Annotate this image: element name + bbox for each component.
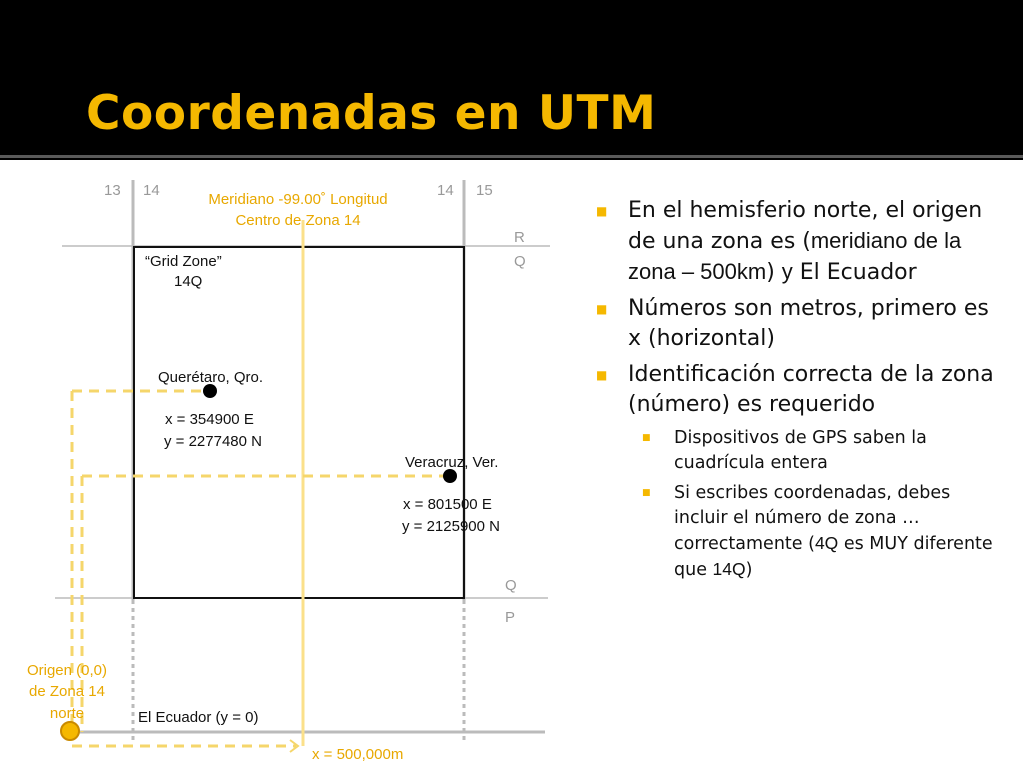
zone-label-14-right: 14 [437,182,454,199]
zone-label-13: 13 [104,182,121,199]
bullet-marker-icon: ■ [596,368,608,382]
subbullet-coordinates-text-e: ) [745,560,753,580]
veracruz-point [443,469,457,483]
bullet-origin [596,196,996,288]
subbullet-marker-icon: ■ [642,488,651,498]
title-divider [0,155,1023,158]
bullet-marker-icon: ■ [596,302,608,316]
queretaro-y: y = 2277480 N [164,433,262,450]
bullet-origin-text-a: En el hemisferio norte, el origen de una zona es ( [628,198,983,254]
bullet-zone-id-text: Identificación correcta de la zona (número) es requerido [628,362,994,417]
grid-zone-label-line1: “Grid Zone” [145,253,222,270]
grid-zone-label-line2: 14Q [174,273,203,290]
band-label-q-top: Q [514,253,526,270]
bullet-origin-text-e: El Ecuador [792,260,917,285]
queretaro-name: Querétaro, Qro. [158,369,264,386]
bullet-origin-text-d: y [781,259,793,284]
utm-zone-diagram [0,160,560,767]
bullet-zone-id [596,360,996,420]
meridian-label-line2: Centro de Zona 14 [235,212,361,229]
meridian-label-line1: Meridiano -99.00˚ Longitud [208,191,388,208]
band-label-p: P [505,609,516,626]
bullet-list [596,196,996,588]
band-label-q-bottom: Q [505,577,517,594]
origin-point [61,722,79,740]
subbullet-coordinates-text-a: Si escribes coordenadas, debes incluir el número de zona … correctamente ( [674,483,951,554]
bullet-origin-text-b: meridiano de la zona – 500km [628,228,962,284]
subbullet-coordinates [596,481,996,583]
subbullet-coordinates-text-d: 14Q [712,559,746,579]
bullet-meters [596,294,996,354]
subbullet-gps [596,426,996,476]
subbullet-marker-icon: ■ [642,433,651,443]
subbullet-coordinates-text-b: 4Q [814,533,839,553]
zone-label-15: 15 [476,182,493,199]
origin-label-line1: Origen (0,0) [26,662,108,679]
veracruz-name: Veracruz, Ver. [405,454,499,471]
origin-label-line3: norte [49,705,85,722]
title-bar [0,0,1023,160]
bullet-marker-icon: ■ [596,204,608,218]
subbullet-gps-text: Dispositivos de GPS saben la cuadrícula entera [674,428,927,473]
origin-label-line2: de Zona 14 [29,683,105,700]
bullet-origin-text-c: ) [766,260,782,285]
bullet-meters-text: Números son metros, primero es x (horizontal) [628,296,989,351]
slide-title: Coordenadas en UTM [86,86,657,141]
queretaro-point [203,384,217,398]
equator-label: El Ecuador (y = 0) [138,709,259,726]
queretaro-x: x = 354900 E [165,411,254,428]
band-label-r: R [514,229,525,246]
subbullet-coordinates-text-c: es MUY diferente que [674,534,993,580]
x-offset-label: x = 500,000m [312,746,404,763]
veracruz-y: y = 2125900 N [402,518,500,535]
zone-label-14-left: 14 [143,182,160,199]
veracruz-x: x = 801500 E [403,496,492,513]
